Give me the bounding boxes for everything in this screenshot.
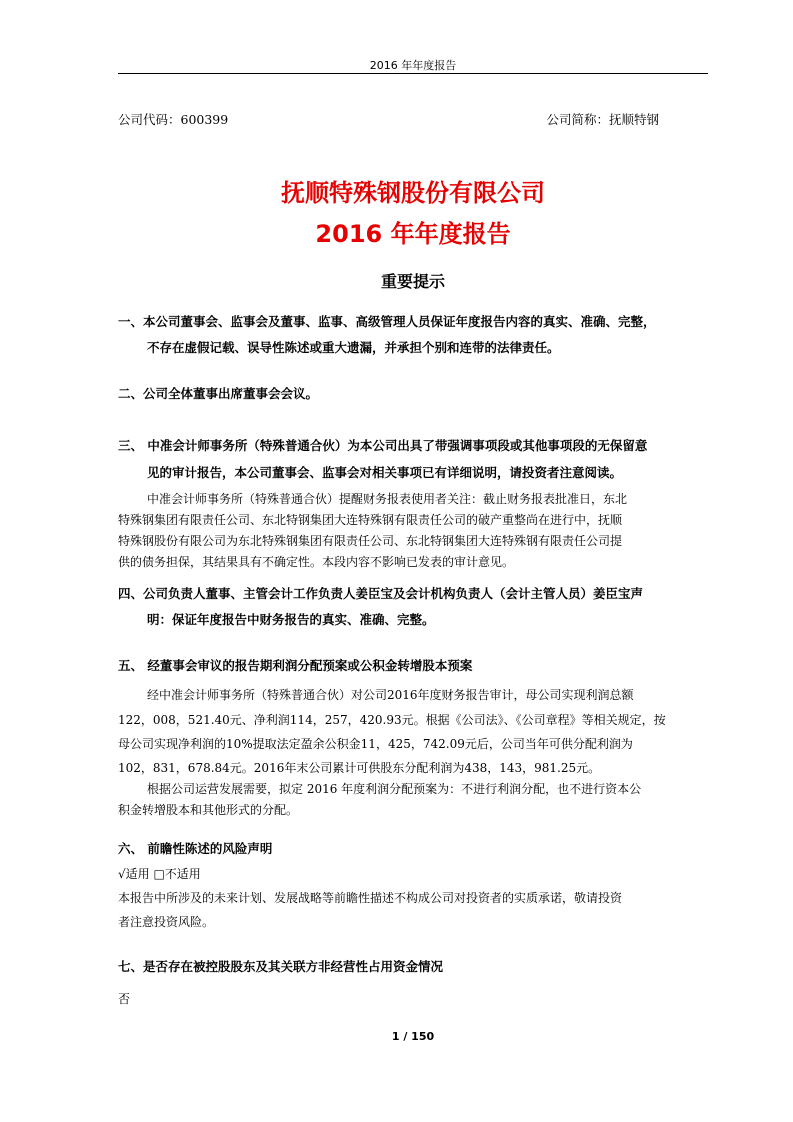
company-title: 抚顺特殊钢股份有限公司 xyxy=(281,179,545,207)
section-5-body-line: 122，008，521.40元、净利润114，257，420.93元。根据《公司法》、《公司章程》等相关规定，按 xyxy=(118,713,666,727)
running-header: 2016 年年度报告 xyxy=(369,59,457,72)
company-short-name: 公司简称：抚顺特钢 xyxy=(546,112,659,127)
section-2-heading: 二、公司全体董事出席董事会会议。 xyxy=(118,386,319,401)
section-5-heading: 五、 经董事会审议的报告期利润分配预案或公积金转增股本预案 xyxy=(118,658,473,673)
section-1-heading-cont: 不存在虚假记载、误导性陈述或重大遗漏，并承担个别和连带的法律责任。 xyxy=(147,340,560,355)
section-3-body-line: 特殊钢集团有限责任公司、东北特钢集团大连特殊钢有限责任公司的破产重整尚在进行中，抚顺 xyxy=(118,513,623,527)
section-3-body-line: 中准会计师事务所（特殊普通合伙）提醒财务报表使用者关注：截止财务报表批准日，东北 xyxy=(147,492,628,506)
page-number: 1 / 150 xyxy=(391,1030,435,1043)
section-6-heading: 六、 前瞻性陈述的风险声明 xyxy=(118,841,273,856)
section-3-body-line: 供的债务担保，其结果具有不确定性。本段内容不影响已发表的审计意见。 xyxy=(118,555,515,569)
section-5-body-line: 母公司实现净利润的10%提取法定盈余公积金11，425，742.09元后，公司当年可供分配利润为 xyxy=(118,737,633,751)
section-5-body-line: 根据公司运营发展需要，拟定 2016 年度利润分配预案为：不进行利润分配，也不进行资本公 xyxy=(147,782,642,796)
section-4-heading-cont: 明：保证年度报告中财务报告的真实、准确、完整。 xyxy=(147,612,435,627)
important-notice-heading: 重要提示 xyxy=(380,272,445,291)
applicability-checkbox-line: √适用 □不适用 xyxy=(118,867,201,881)
section-6-body-line: 者注意投资风险。 xyxy=(118,915,215,929)
report-title: 2016 年年度报告 xyxy=(315,220,511,248)
section-5-body-line: 102，831，678.84元。2016年末公司累计可供股东分配利润为438，143，981.25元。 xyxy=(118,761,601,775)
company-code: 公司代码：600399 xyxy=(118,112,229,127)
section-3-heading-cont: 见的审计报告，本公司董事会、监事会对相关事项已有详细说明，请投资者注意阅读。 xyxy=(147,465,623,480)
section-7-answer: 否 xyxy=(118,992,131,1006)
section-6-body-line: 本报告中所涉及的未来计划、发展战略等前瞻性描述不构成公司对投资者的实质承诺，敬请投资 xyxy=(118,891,623,905)
section-5-body-line: 经中准会计师事务所（特殊普通合伙）对公司2016年度财务报告审计，母公司实现利润总额 xyxy=(147,688,634,702)
section-5-body-line: 积金转增股本和其他形式的分配。 xyxy=(118,803,299,817)
section-3-body-line: 特殊钢股份有限公司为东北特殊钢集团有限责任公司、东北特钢集团大连特殊钢有限责任公司提 xyxy=(118,534,623,548)
section-1-heading: 一、本公司董事会、监事会及董事、监事、高级管理人员保证年度报告内容的真实、准确、完整， xyxy=(118,314,656,329)
section-3-heading: 三、 中准会计师事务所（特殊普通合伙）为本公司出具了带强调事项段或其他事项段的无保留意 xyxy=(118,438,648,453)
section-7-heading: 七、是否存在被控股股东及其关联方非经营性占用资金情况 xyxy=(118,959,444,974)
header-divider xyxy=(118,73,708,74)
section-4-heading: 四、公司负责人董事、主管会计工作负责人姜臣宝及会计机构负责人（会计主管人员）姜臣宝声 xyxy=(118,586,644,601)
